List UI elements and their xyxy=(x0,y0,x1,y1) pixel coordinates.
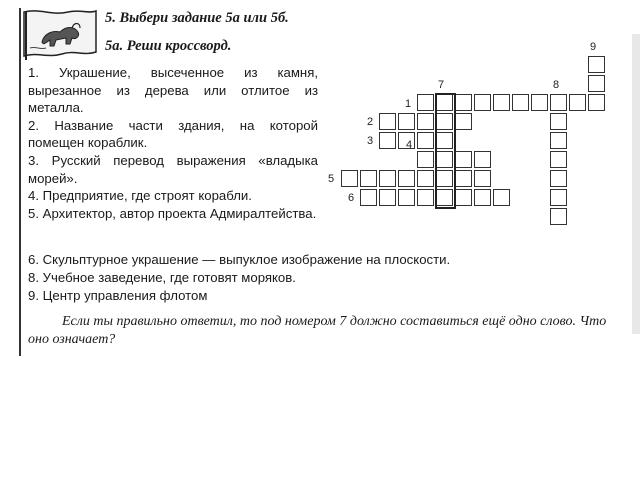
crossword-cell[interactable] xyxy=(417,151,434,168)
crossword-cell[interactable] xyxy=(417,189,434,206)
clue-8: 8. Учебное заведение, где готовят моряков. xyxy=(28,270,296,285)
crossword-cell[interactable] xyxy=(474,170,491,187)
crossword-cell[interactable] xyxy=(417,170,434,187)
crossword-cell[interactable] xyxy=(379,170,396,187)
crossword-cell[interactable] xyxy=(550,189,567,206)
crossword-cell[interactable] xyxy=(417,132,434,149)
crossword-cell[interactable] xyxy=(379,189,396,206)
crossword-cell[interactable] xyxy=(550,208,567,225)
crossword-cell[interactable] xyxy=(493,189,510,206)
crossword-cell[interactable] xyxy=(455,113,472,130)
crossword-cell[interactable] xyxy=(588,56,605,73)
crossword-number-1: 1 xyxy=(405,98,412,110)
crossword-cell[interactable] xyxy=(455,170,472,187)
crossword-cell[interactable] xyxy=(550,113,567,130)
crossword-cell[interactable] xyxy=(360,170,377,187)
footer-question: Если ты правильно ответил, то под номером 7 должно составиться ещё одно слово. Что оно означает? xyxy=(28,314,607,347)
clue-1: 1. Украшение, высеченное из камня, вырезанное из дерева или отлитое из металла. xyxy=(28,65,318,116)
crossword-number-4: 4 xyxy=(406,139,413,151)
clue-5: 5. Архитектор, автор проекта Адмиралтейства. xyxy=(28,205,317,221)
crossword-cell[interactable] xyxy=(550,170,567,187)
crossword-cell[interactable] xyxy=(474,94,491,111)
crossword-cell[interactable] xyxy=(379,132,396,149)
crossword-cell[interactable] xyxy=(569,94,586,111)
clue-2: 2. Название части здания, на которой помещен кораблик. xyxy=(28,117,318,151)
answer-column-7 xyxy=(435,93,456,209)
crossword-cell[interactable] xyxy=(474,151,491,168)
crossword-number-5: 5 xyxy=(328,173,335,185)
crossword-number-6: 6 xyxy=(348,192,355,204)
crossword-cell[interactable] xyxy=(512,94,529,111)
crossword-cell[interactable] xyxy=(531,94,548,111)
crossword-cell[interactable] xyxy=(379,113,396,130)
crossword-cell[interactable] xyxy=(588,94,605,111)
crossword-cell[interactable] xyxy=(455,94,472,111)
crossword-cell[interactable] xyxy=(550,151,567,168)
task-title: 5. Выбери задание 5а или 5б. xyxy=(105,10,289,26)
clue-6: 6. Скульптурное украшение — выпуклое изображение на плоскости. xyxy=(28,252,451,267)
crossword-number-8: 8 xyxy=(553,79,560,91)
page-edge xyxy=(632,34,640,334)
crossword-cell[interactable] xyxy=(493,94,510,111)
crossword-cell[interactable] xyxy=(341,170,358,187)
clue-9: 9. Центр управления флотом xyxy=(28,288,208,303)
clue-3: 3. Русский перевод выражения «владыка морей». xyxy=(28,152,318,186)
crossword-number-7: 7 xyxy=(438,79,445,91)
clue-4: 4. Предприятие, где строят корабли. xyxy=(28,188,252,204)
crossword-cell[interactable] xyxy=(455,151,472,168)
crossword-cell[interactable] xyxy=(550,94,567,111)
crossword-number-2: 2 xyxy=(367,116,374,128)
crossword-cell[interactable] xyxy=(360,189,377,206)
crossword-cell[interactable] xyxy=(588,75,605,92)
crossword-cell[interactable] xyxy=(417,113,434,130)
crossword-cell[interactable] xyxy=(398,113,415,130)
crossword-cell[interactable] xyxy=(417,94,434,111)
subtask-title: 5а. Реши кроссворд. xyxy=(105,38,232,54)
crossword-cell[interactable] xyxy=(455,189,472,206)
crossword-number-9: 9 xyxy=(590,41,597,53)
crossword-cell[interactable] xyxy=(398,189,415,206)
crossword-cell[interactable] xyxy=(474,189,491,206)
crossword-number-3: 3 xyxy=(367,135,374,147)
crossword-cell[interactable] xyxy=(398,170,415,187)
crossword-cell[interactable] xyxy=(550,132,567,149)
